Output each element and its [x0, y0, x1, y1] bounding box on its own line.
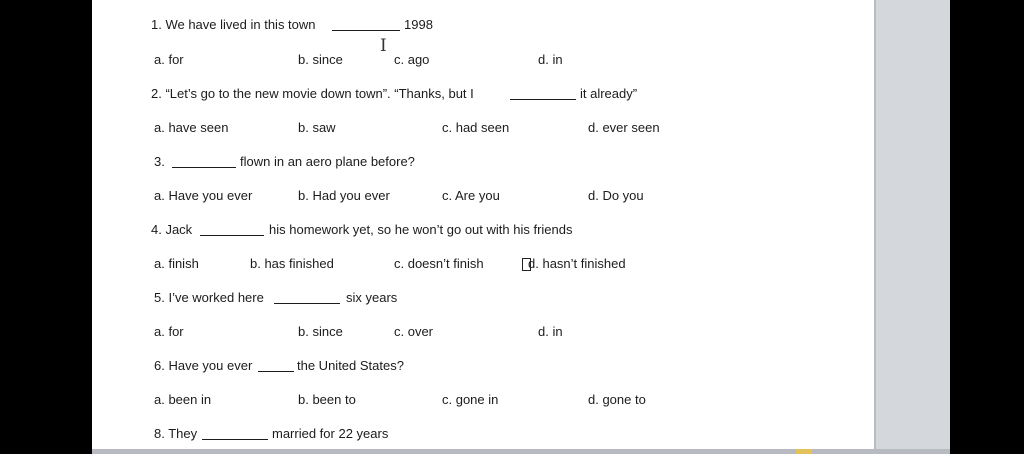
question-4-blank	[200, 235, 264, 236]
question-8-blank	[202, 439, 268, 440]
question-4-option-d-text: . hasn’t finished	[535, 256, 626, 271]
question-5-option-d: d. in	[538, 324, 563, 339]
question-1-blank	[332, 30, 400, 31]
question-3-prompt-end: flown in an aero plane before?	[240, 154, 415, 169]
question-1-option-c: c. ago	[394, 52, 430, 67]
question-5-option-b: b. since	[298, 324, 343, 339]
question-4-option-c: c. doesn’t finish	[394, 256, 484, 271]
question-3-option-d: d. Do you	[588, 188, 644, 203]
status-indicator	[796, 449, 812, 454]
question-2-prompt-end: it already”	[580, 86, 638, 101]
question-4-option-b: b. has finished	[250, 256, 334, 271]
question-5-blank	[274, 303, 340, 304]
question-5-option-a: a. for	[154, 324, 184, 339]
question-2-prompt: 2. “Let’s go to the new movie down town”. “Thanks, but I	[151, 86, 474, 101]
question-3-option-a: a. Have you ever	[154, 188, 253, 203]
question-5-prompt-end: six years	[346, 290, 398, 305]
question-1-option-a: a. for	[154, 52, 184, 67]
question-2-blank	[510, 99, 576, 100]
text-cursor-icon: I	[380, 36, 387, 56]
question-1-option-d: d. in	[538, 52, 563, 67]
question-3-blank	[172, 167, 236, 168]
scrollbar-edge	[874, 0, 876, 454]
question-4-prompt-end: his homework yet, so he won’t go out with his friends	[269, 222, 573, 237]
question-4-prompt: 4. Jack	[151, 222, 193, 237]
question-6-option-d: d. gone to	[588, 392, 646, 407]
question-5-option-c: c. over	[394, 324, 434, 339]
document-page[interactable]	[92, 0, 874, 454]
question-6-prompt-end: the United States?	[297, 358, 404, 373]
question-4-option-d	[528, 256, 626, 272]
question-1-option-b: b. since	[298, 52, 343, 67]
selection-cursor-icon	[522, 258, 531, 271]
question-3-option-c: c. Are you	[442, 188, 500, 203]
question-4-option-a: a. finish	[154, 256, 199, 271]
question-8-prompt: 8. They	[154, 426, 198, 441]
question-1-prompt-end: 1998	[404, 17, 433, 32]
question-6-option-b: b. been to	[298, 392, 356, 407]
question-3-option-b: b. Had you ever	[298, 188, 390, 203]
question-1-prompt: 1. We have lived in this town	[151, 17, 316, 32]
question-6-blank	[258, 371, 294, 372]
question-3-prompt: 3.	[154, 154, 165, 169]
question-6-option-a: a. been in	[154, 392, 212, 407]
question-2-option-d: d. ever seen	[588, 120, 660, 135]
question-4-option-d-letter: d	[528, 256, 536, 271]
question-2-option-b: b. saw	[298, 120, 336, 135]
vertical-scrollbar[interactable]	[874, 0, 950, 454]
horizontal-scrollbar[interactable]	[92, 449, 950, 454]
question-6-option-c: c. gone in	[442, 392, 499, 407]
question-2-option-a: a. have seen	[154, 120, 229, 135]
question-6-prompt: 6. Have you ever	[154, 358, 253, 373]
question-2-option-c: c. had seen	[442, 120, 510, 135]
question-5-prompt: 5. I’ve worked here	[154, 290, 264, 305]
question-8-prompt-end: married for 22 years	[272, 426, 389, 441]
